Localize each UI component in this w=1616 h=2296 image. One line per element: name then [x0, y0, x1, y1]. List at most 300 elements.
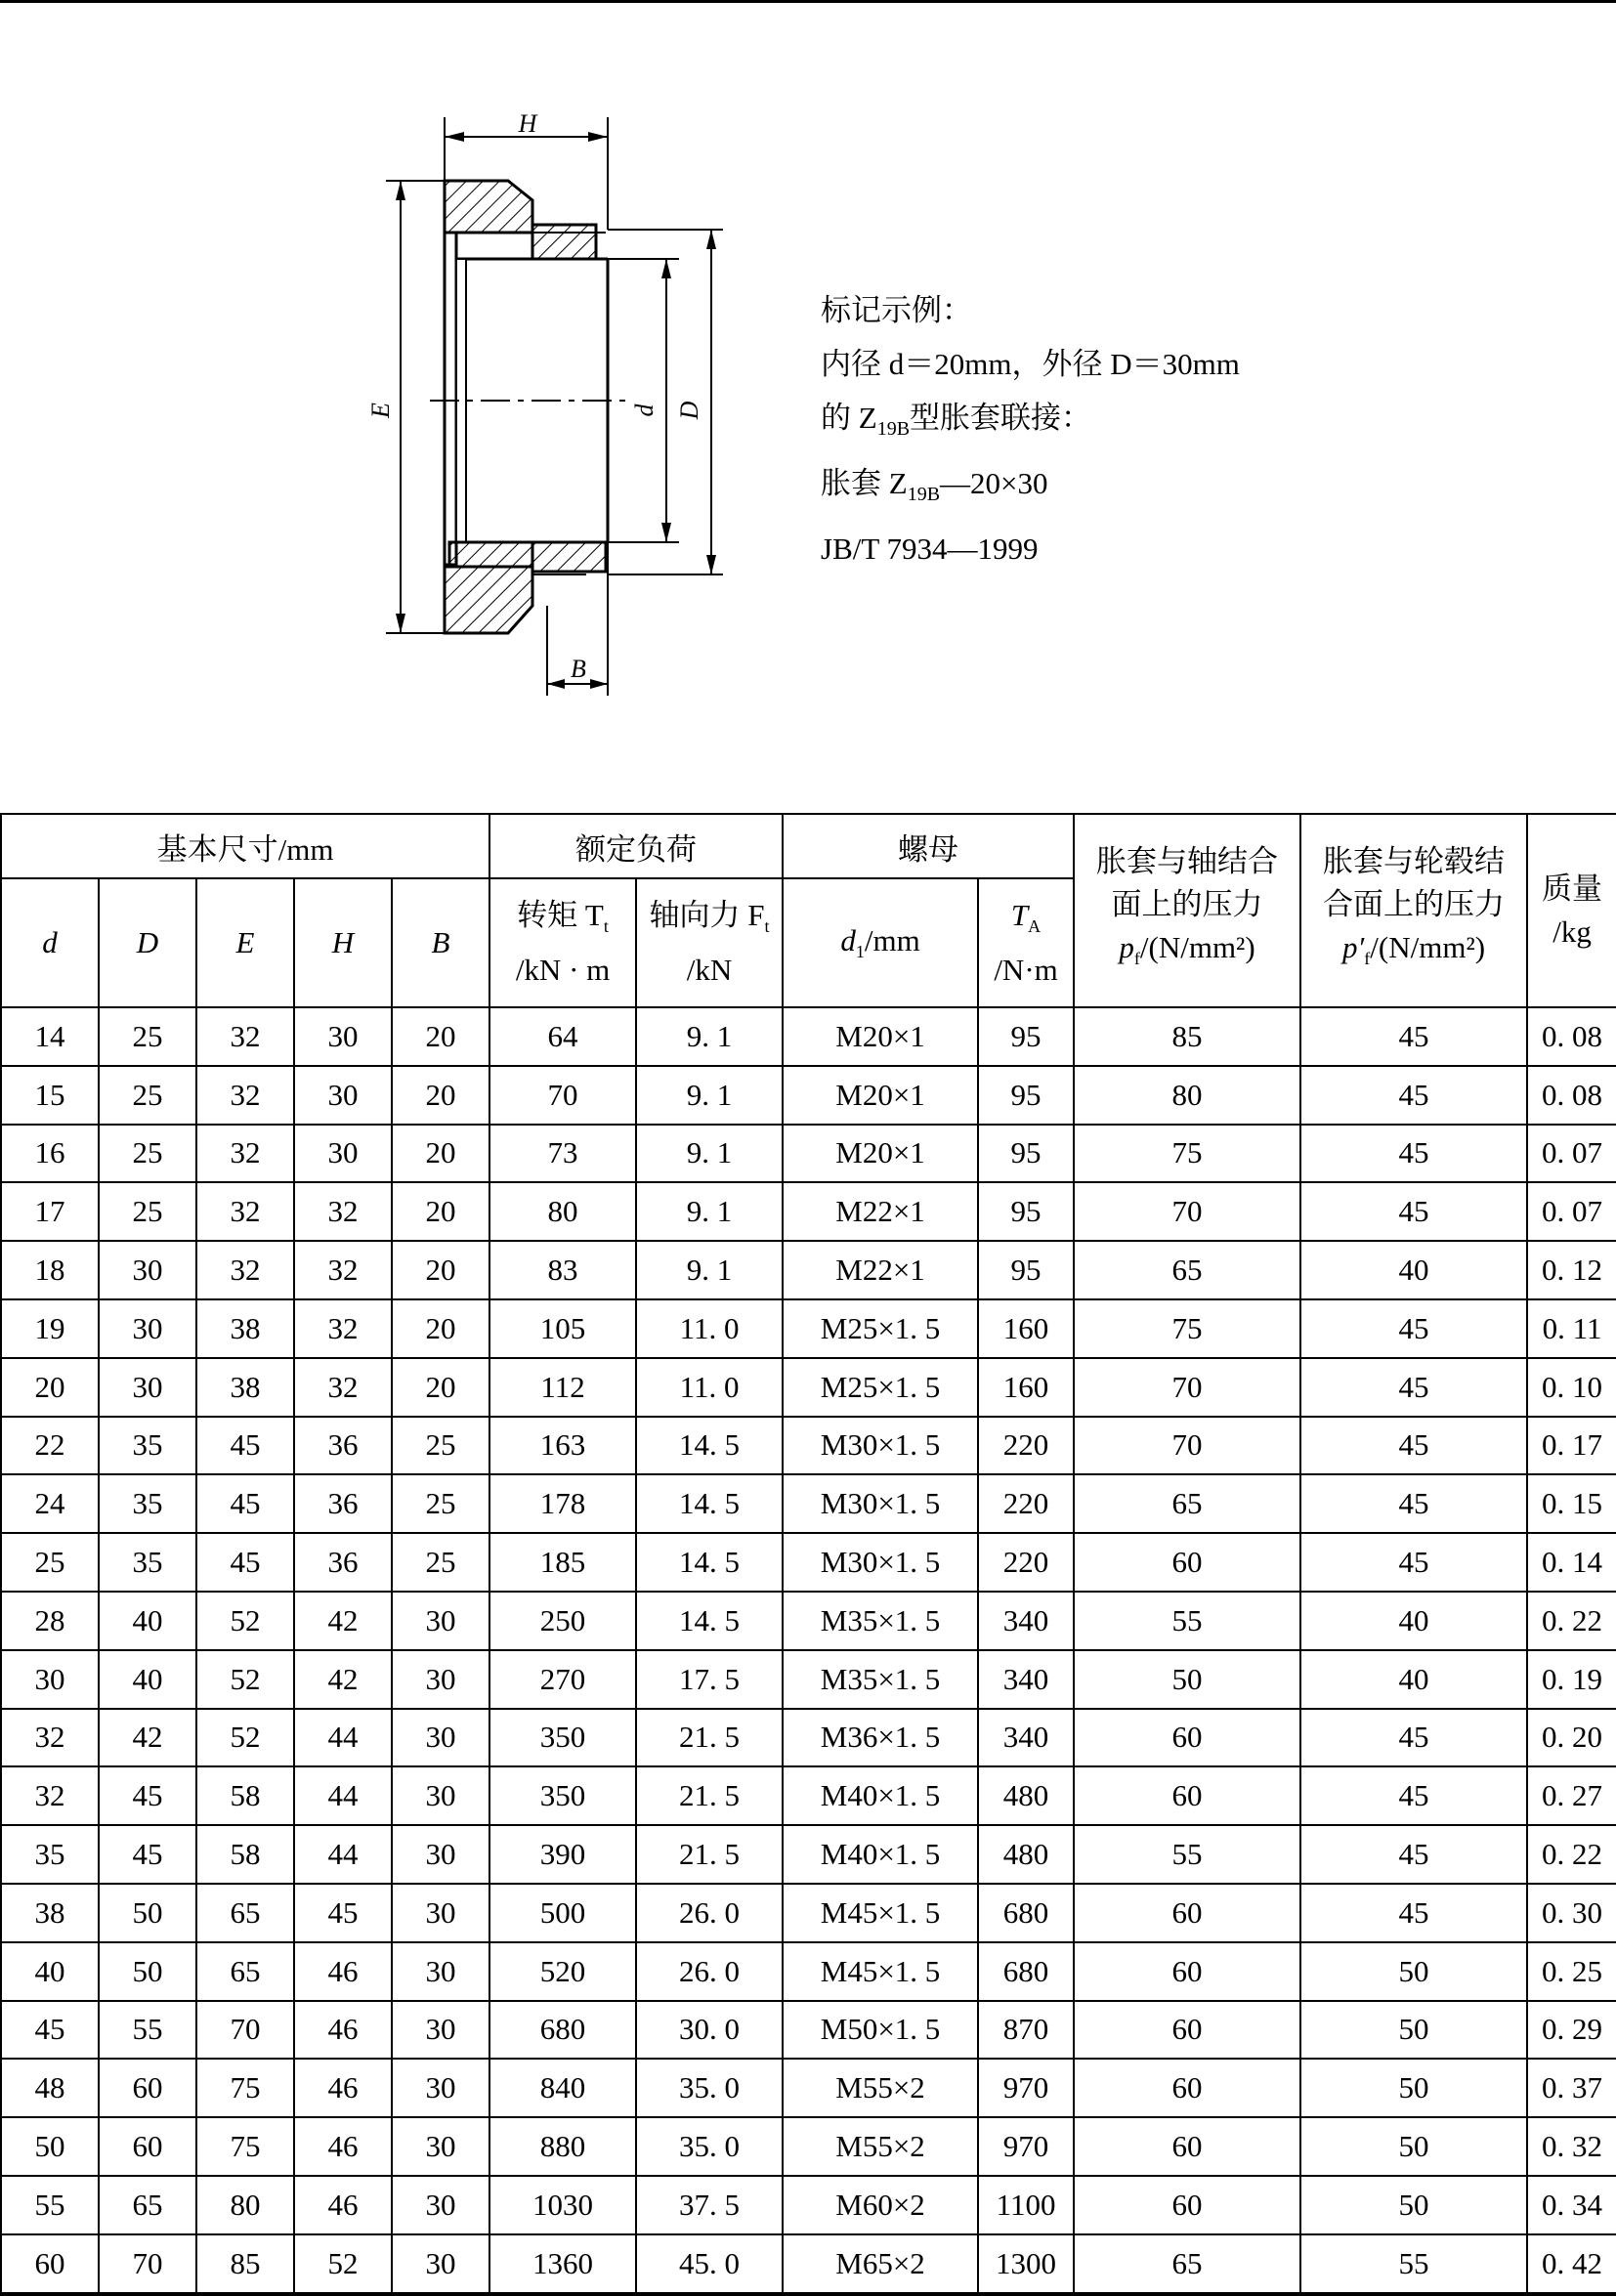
- table-cell: 21. 5: [636, 1825, 783, 1884]
- table-cell: 480: [978, 1825, 1074, 1884]
- table-cell: 58: [196, 1766, 294, 1825]
- table-cell: 11. 0: [636, 1299, 783, 1358]
- table-cell: 14. 5: [636, 1474, 783, 1533]
- notes-line-5: JB/T 7934—1999: [821, 531, 1039, 567]
- table-cell: 20: [392, 1299, 489, 1358]
- table-cell: 55: [1300, 2234, 1527, 2294]
- table-cell: 75: [196, 2059, 294, 2117]
- table-cell: 26. 0: [636, 1942, 783, 2001]
- table-cell: 25: [99, 1182, 196, 1241]
- table-cell: 970: [978, 2059, 1074, 2117]
- table-cell: 870: [978, 2001, 1074, 2060]
- table-cell: 880: [489, 2117, 636, 2176]
- table-cell: 17: [1, 1182, 99, 1241]
- table-row: [1, 1358, 1616, 1417]
- table-cell: 0. 08: [1527, 1066, 1616, 1125]
- header-torque: 转矩 $T_t$ /kN · m: [489, 878, 636, 1007]
- table-cell: 52: [196, 1592, 294, 1650]
- table-row: [1, 1884, 1616, 1942]
- table-cell: M60×2: [783, 2176, 978, 2234]
- table-cell: 37. 5: [636, 2176, 783, 2234]
- table-cell: 45: [294, 1884, 392, 1942]
- table-cell: 45: [99, 1766, 196, 1825]
- table-cell: 42: [99, 1709, 196, 1767]
- table-cell: 35: [99, 1474, 196, 1533]
- table-cell: 0. 12: [1527, 1241, 1616, 1299]
- table-cell: 38: [1, 1884, 99, 1942]
- table-cell: 25: [392, 1474, 489, 1533]
- table-cell: 32: [294, 1299, 392, 1358]
- table-cell: M45×1. 5: [783, 1942, 978, 2001]
- table-cell: 44: [294, 1825, 392, 1884]
- table-cell: 24: [1, 1474, 99, 1533]
- marking-example: [821, 283, 1240, 575]
- table-cell: M25×1. 5: [783, 1299, 978, 1358]
- table-cell: 0. 11: [1527, 1299, 1616, 1358]
- table-cell: 32: [196, 1125, 294, 1183]
- table-cell: 30: [392, 1884, 489, 1942]
- table-cell: 75: [1074, 1125, 1300, 1183]
- table-cell: 60: [99, 2117, 196, 2176]
- table-cell: 30: [99, 1358, 196, 1417]
- table-cell: 83: [489, 1241, 636, 1299]
- table-cell: 178: [489, 1474, 636, 1533]
- table-cell: 1360: [489, 2234, 636, 2294]
- header-TA: $T_A$ /N·m: [978, 878, 1074, 1007]
- table-cell: 0. 14: [1527, 1533, 1616, 1592]
- table-cell: 50: [1, 2117, 99, 2176]
- table-cell: 50: [1300, 2001, 1527, 2060]
- table-cell: 340: [978, 1650, 1074, 1709]
- table-cell: 36: [294, 1533, 392, 1592]
- table-cell: 70: [489, 1066, 636, 1125]
- table-cell: 30: [392, 2176, 489, 2234]
- table-cell: 16: [1, 1125, 99, 1183]
- table-cell: 70: [1074, 1182, 1300, 1241]
- table-cell: 36: [294, 1474, 392, 1533]
- table-cell: 20: [392, 1066, 489, 1125]
- table-cell: 32: [1, 1709, 99, 1767]
- table-cell: 480: [978, 1766, 1074, 1825]
- table-cell: 60: [1074, 2117, 1300, 2176]
- table-cell: 42: [294, 1592, 392, 1650]
- table-cell: 45: [196, 1417, 294, 1475]
- table-cell: 30: [392, 1942, 489, 2001]
- table-cell: 970: [978, 2117, 1074, 2176]
- table-cell: M30×1. 5: [783, 1533, 978, 1592]
- table-cell: 64: [489, 1007, 636, 1066]
- table-cell: 25: [99, 1007, 196, 1066]
- table-cell: M35×1. 5: [783, 1650, 978, 1709]
- table-cell: 60: [99, 2059, 196, 2117]
- table-cell: 95: [978, 1007, 1074, 1066]
- notes-line-2: 内径 d＝20mm，外径 D＝30mm: [821, 347, 1240, 381]
- table-cell: 30: [392, 2001, 489, 2060]
- table-cell: 340: [978, 1592, 1074, 1650]
- table-cell: 0. 22: [1527, 1825, 1616, 1884]
- dim-d-label: d: [630, 404, 659, 417]
- table-cell: 30: [294, 1066, 392, 1125]
- table-cell: 46: [294, 2117, 392, 2176]
- table-cell: 14. 5: [636, 1417, 783, 1475]
- table-cell: 32: [294, 1182, 392, 1241]
- table-cell: 11. 0: [636, 1358, 783, 1417]
- table-cell: 20: [392, 1358, 489, 1417]
- table-cell: 45: [1300, 1474, 1527, 1533]
- table-cell: 95: [978, 1182, 1074, 1241]
- table-cell: 21. 5: [636, 1766, 783, 1825]
- table-cell: 55: [1074, 1825, 1300, 1884]
- table-cell: 45: [1300, 1709, 1527, 1767]
- table-row: [1, 1474, 1616, 1533]
- table-cell: 20: [1, 1358, 99, 1417]
- table-cell: 25: [392, 1417, 489, 1475]
- table-cell: 45: [1300, 1884, 1527, 1942]
- table-cell: 0. 07: [1527, 1125, 1616, 1183]
- table-row: [1, 2117, 1616, 2176]
- header-basic-dimensions: 基本尺寸/mm: [1, 814, 489, 878]
- table-cell: 60: [1074, 2001, 1300, 2060]
- table-cell: 40: [1300, 1241, 1527, 1299]
- table-cell: 65: [1074, 2234, 1300, 2294]
- table-cell: 25: [99, 1125, 196, 1183]
- table-cell: 30: [392, 2117, 489, 2176]
- table-cell: M55×2: [783, 2117, 978, 2176]
- table-cell: 25: [1, 1533, 99, 1592]
- table-cell: 80: [1074, 1066, 1300, 1125]
- table-row: [1, 1007, 1616, 1066]
- table-cell: 58: [196, 1825, 294, 1884]
- table-cell: 0. 22: [1527, 1592, 1616, 1650]
- table-cell: M65×2: [783, 2234, 978, 2294]
- table-cell: 32: [196, 1182, 294, 1241]
- table-row: [1, 1592, 1616, 1650]
- table-cell: 20: [392, 1007, 489, 1066]
- table-cell: 0. 27: [1527, 1766, 1616, 1825]
- table-cell: M40×1. 5: [783, 1766, 978, 1825]
- table-cell: 45: [1300, 1417, 1527, 1475]
- table-cell: 30: [99, 1241, 196, 1299]
- table-cell: 45: [1300, 1125, 1527, 1183]
- table-cell: M20×1: [783, 1125, 978, 1183]
- table-cell: 160: [978, 1299, 1074, 1358]
- table-cell: 75: [1074, 1299, 1300, 1358]
- spec-table: [0, 813, 1616, 2296]
- table-cell: 50: [1300, 1942, 1527, 2001]
- table-cell: M45×1. 5: [783, 1884, 978, 1942]
- table-cell: 45: [196, 1474, 294, 1533]
- table-cell: 95: [978, 1066, 1074, 1125]
- table-cell: 30: [392, 1709, 489, 1767]
- table-cell: 38: [196, 1358, 294, 1417]
- table-cell: 18: [1, 1241, 99, 1299]
- table-cell: 70: [196, 2001, 294, 2060]
- table-cell: 30: [294, 1007, 392, 1066]
- table-cell: 32: [196, 1066, 294, 1125]
- table-cell: 0. 15: [1527, 1474, 1616, 1533]
- table-cell: 75: [196, 2117, 294, 2176]
- table-cell: M35×1. 5: [783, 1592, 978, 1650]
- table-cell: M40×1. 5: [783, 1825, 978, 1884]
- table-cell: 46: [294, 1942, 392, 2001]
- table-cell: 40: [1300, 1650, 1527, 1709]
- table-cell: 50: [1300, 2117, 1527, 2176]
- table-cell: 60: [1074, 1533, 1300, 1592]
- table-cell: 35: [1, 1825, 99, 1884]
- table-cell: 95: [978, 1125, 1074, 1183]
- table-cell: 0. 42: [1527, 2234, 1616, 2294]
- table-row: [1, 1125, 1616, 1183]
- table-cell: 70: [1074, 1358, 1300, 1417]
- table-cell: 17. 5: [636, 1650, 783, 1709]
- table-cell: 250: [489, 1592, 636, 1650]
- header-E: E: [196, 878, 294, 1007]
- table-cell: 840: [489, 2059, 636, 2117]
- table-cell: 340: [978, 1709, 1074, 1767]
- table-cell: 80: [489, 1182, 636, 1241]
- table-cell: 55: [1074, 1592, 1300, 1650]
- table-cell: 0. 37: [1527, 2059, 1616, 2117]
- table-cell: 50: [99, 1884, 196, 1942]
- table-cell: 185: [489, 1533, 636, 1592]
- table-cell: 45: [1300, 1066, 1527, 1125]
- table-cell: 270: [489, 1650, 636, 1709]
- table-cell: 680: [978, 1884, 1074, 1942]
- table-cell: 350: [489, 1766, 636, 1825]
- table-row: [1, 2001, 1616, 2060]
- table-cell: 30: [392, 1766, 489, 1825]
- table-cell: 30: [1, 1650, 99, 1709]
- table-cell: 30: [392, 2059, 489, 2117]
- table-cell: 9. 1: [636, 1241, 783, 1299]
- dim-D-label: D: [675, 401, 703, 420]
- table-cell: 0. 17: [1527, 1417, 1616, 1475]
- table-row: [1, 1241, 1616, 1299]
- table-cell: 25: [99, 1066, 196, 1125]
- table-cell: 85: [196, 2234, 294, 2294]
- table-cell: 21. 5: [636, 1709, 783, 1767]
- table-row: [1, 1942, 1616, 2001]
- header-shaft-pressure: 胀套与轴结合 面上的压力 $p_f/(N/mm^2)$: [1074, 814, 1300, 1007]
- table-cell: 65: [196, 1884, 294, 1942]
- table-cell: 44: [294, 1766, 392, 1825]
- table-cell: M50×1. 5: [783, 2001, 978, 2060]
- table-cell: 9. 1: [636, 1066, 783, 1125]
- table-cell: 350: [489, 1709, 636, 1767]
- table-cell: 45: [1300, 1825, 1527, 1884]
- table-cell: 14. 5: [636, 1533, 783, 1592]
- table-cell: 20: [392, 1241, 489, 1299]
- table-cell: 35: [99, 1533, 196, 1592]
- table-cell: 500: [489, 1884, 636, 1942]
- table-cell: M36×1. 5: [783, 1709, 978, 1767]
- table-cell: 60: [1074, 1766, 1300, 1825]
- table-cell: 220: [978, 1533, 1074, 1592]
- table-cell: M30×1. 5: [783, 1474, 978, 1533]
- table-cell: 95: [978, 1241, 1074, 1299]
- table-cell: 32: [196, 1007, 294, 1066]
- table-cell: 85: [1074, 1007, 1300, 1066]
- table-cell: 40: [99, 1592, 196, 1650]
- table-cell: 46: [294, 2001, 392, 2060]
- table-cell: 52: [196, 1709, 294, 1767]
- table-cell: 48: [1, 2059, 99, 2117]
- table-cell: 65: [1074, 1241, 1300, 1299]
- table-cell: 45. 0: [636, 2234, 783, 2294]
- table-cell: 45: [1, 2001, 99, 2060]
- table-cell: 40: [1300, 1592, 1527, 1650]
- header-mass: 质量 /kg: [1527, 814, 1616, 1007]
- table-row: [1, 1182, 1616, 1241]
- table-row: [1, 2176, 1616, 2234]
- table-row: [1, 1066, 1616, 1125]
- dim-H-label: H: [518, 109, 537, 138]
- table-cell: 15: [1, 1066, 99, 1125]
- header-axial-force: 轴向力 $F_t$ /kN: [636, 878, 783, 1007]
- table-cell: 390: [489, 1825, 636, 1884]
- table-cell: 0. 34: [1527, 2176, 1616, 2234]
- table-row: [1, 1650, 1616, 1709]
- table-cell: 35: [99, 1417, 196, 1475]
- table-cell: 0. 20: [1527, 1709, 1616, 1767]
- table-cell: 38: [196, 1299, 294, 1358]
- table-row: [1, 1825, 1616, 1884]
- table-cell: M25×1. 5: [783, 1358, 978, 1417]
- header-D: D: [99, 878, 196, 1007]
- table-cell: 9. 1: [636, 1125, 783, 1183]
- sleeve-drawing: [342, 93, 752, 699]
- table-cell: 1030: [489, 2176, 636, 2234]
- table-cell: M22×1: [783, 1182, 978, 1241]
- table-cell: 50: [1300, 2059, 1527, 2117]
- table-cell: 45: [1300, 1299, 1527, 1358]
- table-cell: 20: [392, 1182, 489, 1241]
- dim-B-label: B: [571, 655, 586, 683]
- table-cell: 36: [294, 1417, 392, 1475]
- table-cell: 65: [1074, 1474, 1300, 1533]
- table-cell: 42: [294, 1650, 392, 1709]
- header-H: H: [294, 878, 392, 1007]
- table-cell: 52: [196, 1650, 294, 1709]
- table-cell: 40: [1, 1942, 99, 2001]
- table-cell: 35. 0: [636, 2117, 783, 2176]
- table-cell: 0. 25: [1527, 1942, 1616, 2001]
- table-cell: 50: [1074, 1650, 1300, 1709]
- table-cell: 70: [1074, 1417, 1300, 1475]
- table-cell: 0. 19: [1527, 1650, 1616, 1709]
- table-cell: 680: [978, 1942, 1074, 2001]
- table-cell: 45: [1300, 1358, 1527, 1417]
- table-cell: M22×1: [783, 1241, 978, 1299]
- table-cell: 0. 10: [1527, 1358, 1616, 1417]
- notes-line-4: 胀套 $Z_{19B}—20\times 30$: [821, 466, 1048, 506]
- table-cell: 44: [294, 1709, 392, 1767]
- table-cell: 46: [294, 2059, 392, 2117]
- table-cell: 60: [1074, 2059, 1300, 2117]
- table-cell: 0. 08: [1527, 1007, 1616, 1066]
- table-cell: 52: [294, 2234, 392, 2294]
- table-cell: 30: [392, 1650, 489, 1709]
- table-cell: 14. 5: [636, 1592, 783, 1650]
- table-cell: 32: [294, 1358, 392, 1417]
- table-cell: 30: [99, 1299, 196, 1358]
- table-cell: 105: [489, 1299, 636, 1358]
- table-cell: 65: [99, 2176, 196, 2234]
- header-d: d: [1, 878, 99, 1007]
- table-cell: 30: [294, 1125, 392, 1183]
- table-row: [1, 1533, 1616, 1592]
- header-nut: 螺母: [783, 814, 1074, 878]
- header-d1: $d_1/mm$: [783, 878, 978, 1007]
- table-cell: 80: [196, 2176, 294, 2234]
- dim-E-label: E: [366, 403, 395, 418]
- table-cell: 0. 32: [1527, 2117, 1616, 2176]
- table-cell: 60: [1074, 2176, 1300, 2234]
- table-cell: 112: [489, 1358, 636, 1417]
- table-cell: 45: [1300, 1007, 1527, 1066]
- table-cell: 9. 1: [636, 1007, 783, 1066]
- table-cell: 680: [489, 2001, 636, 2060]
- table-cell: 60: [1074, 1884, 1300, 1942]
- table-cell: 30: [392, 1592, 489, 1650]
- table-cell: 32: [294, 1241, 392, 1299]
- table-cell: 0. 07: [1527, 1182, 1616, 1241]
- header-hub-pressure: 胀套与轮毂结 合面上的压力 $p'_f/(N/mm^2)$: [1300, 814, 1527, 1007]
- table-cell: 163: [489, 1417, 636, 1475]
- table-cell: 45: [1300, 1533, 1527, 1592]
- table-cell: 220: [978, 1417, 1074, 1475]
- table-cell: 14: [1, 1007, 99, 1066]
- table-cell: 73: [489, 1125, 636, 1183]
- table-cell: 60: [1074, 1942, 1300, 2001]
- table-cell: 28: [1, 1592, 99, 1650]
- notes-line-1: 标记示例：: [821, 293, 972, 327]
- table-cell: M55×2: [783, 2059, 978, 2117]
- table-cell: 45: [1300, 1182, 1527, 1241]
- table-cell: 32: [196, 1241, 294, 1299]
- table-row: [1, 1709, 1616, 1767]
- table-cell: M30×1. 5: [783, 1417, 978, 1475]
- table-cell: 0. 29: [1527, 2001, 1616, 2060]
- table-cell: 70: [99, 2234, 196, 2294]
- table-cell: 26. 0: [636, 1884, 783, 1942]
- table-cell: 30: [392, 1825, 489, 1884]
- table-row: [1, 2234, 1616, 2294]
- table-row: [1, 1299, 1616, 1358]
- table-cell: M20×1: [783, 1066, 978, 1125]
- table-cell: 19: [1, 1299, 99, 1358]
- table-cell: 25: [392, 1533, 489, 1592]
- table-cell: 55: [99, 2001, 196, 2060]
- header-B: B: [392, 878, 489, 1007]
- table-cell: 50: [99, 1942, 196, 2001]
- table-row: [1, 1417, 1616, 1475]
- table-cell: 20: [392, 1125, 489, 1183]
- table-cell: 45: [1300, 1766, 1527, 1825]
- table-cell: 22: [1, 1417, 99, 1475]
- table-cell: 1300: [978, 2234, 1074, 2294]
- table-cell: 9. 1: [636, 1182, 783, 1241]
- table-cell: 220: [978, 1474, 1074, 1533]
- table-cell: 50: [1300, 2176, 1527, 2234]
- table-cell: 0. 30: [1527, 1884, 1616, 1942]
- table-cell: 35. 0: [636, 2059, 783, 2117]
- table-cell: 45: [99, 1825, 196, 1884]
- table-cell: 160: [978, 1358, 1074, 1417]
- notes-line-3: 的 $Z_{19B}$型胀套联接：: [821, 401, 1092, 441]
- header-rated-load: 额定负荷: [489, 814, 783, 878]
- table-cell: 46: [294, 2176, 392, 2234]
